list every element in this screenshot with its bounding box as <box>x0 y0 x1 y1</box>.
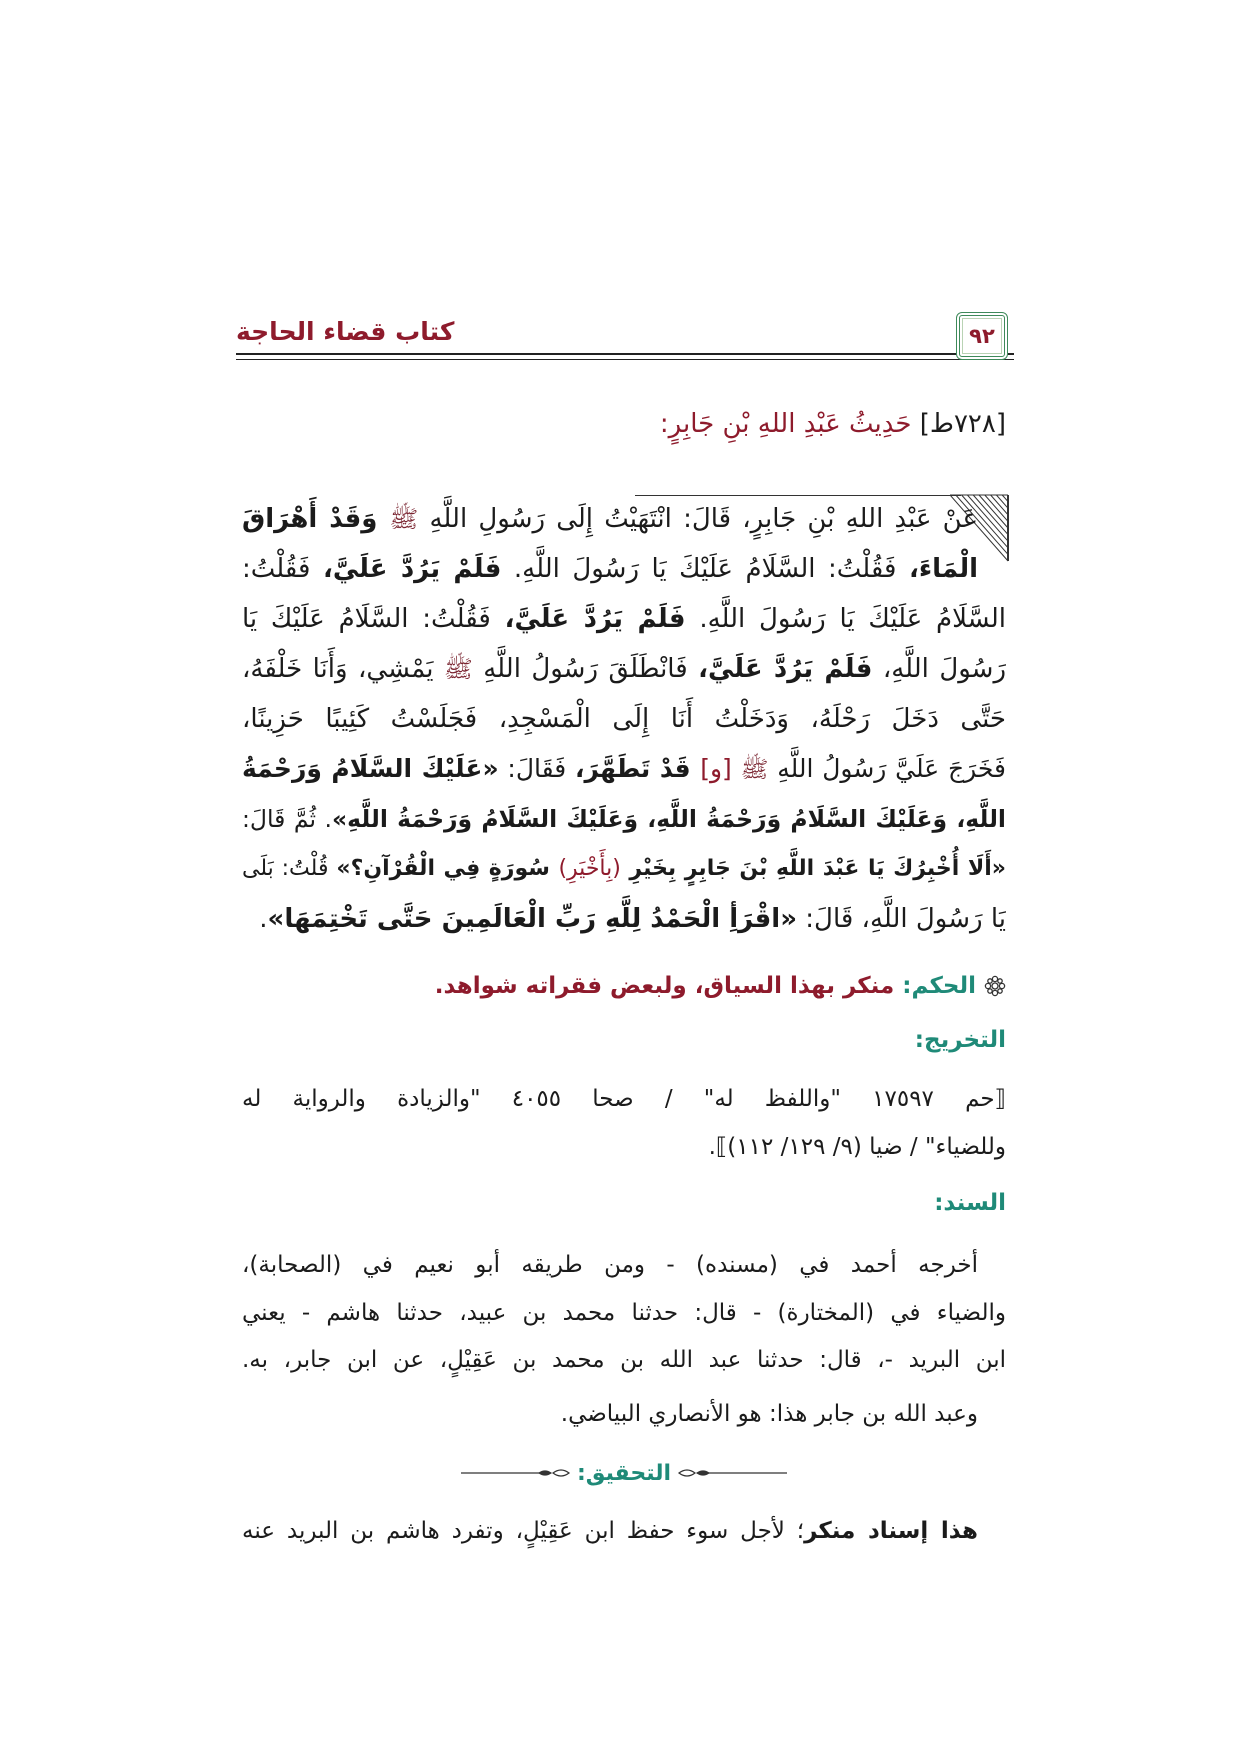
hadith-line <box>242 644 1006 694</box>
tahqiq-heading: التحقيق: <box>576 1460 672 1486</box>
hadith-line <box>242 494 1006 544</box>
salawat-mark: ﷺ <box>389 505 419 533</box>
hadith-text-bold: «اقْرَأِ الْحَمْدُ لِلَّهِ رَبِّ الْعَالَمِينَ حَتَّى تَخْتِمَهَا» <box>267 904 798 934</box>
hadith-text: فَانْطَلَقَ رَسُولُ اللَّهِ <box>472 654 699 684</box>
hadith-number: [٧٢٨ط] <box>919 409 1006 439</box>
sanad-line: وعبد الله بن جابر هذا: هو الأنصاري البياضي. <box>560 1401 978 1427</box>
verdict-line <box>242 961 1006 1011</box>
hadith-text: رَسُولَ اللَّهِ، <box>872 654 1006 684</box>
hadith-text: . ثُمَّ قَالَ: <box>242 805 332 833</box>
takhrij-line: ⟦حم ١٧٥٩٧ "واللفظ له" / صحا ٤٠٥٥ "والزيادة والرواية له <box>242 1086 1006 1112</box>
hadith-line <box>242 544 1006 594</box>
tahqiq-text: ؛ لأجل سوء حفظ ابن عَقِيْلٍ، وتفرد هاشم بن البريد عنه <box>242 1518 805 1544</box>
takhrij-line: وللضياء" / ضيا (٩/ ١٢٩/ ١١٢)⟧. <box>708 1134 1006 1160</box>
tahqiq-text-bold: هذا إسناد منكر <box>804 1518 978 1544</box>
salawat-mark: ﷺ <box>740 757 769 783</box>
hadith-text: حَتَّى دَخَلَ رَحْلَهُ، وَدَخَلْتُ أَنَا إِلَى الْمَسْجِدِ، فَجَلَسْتُ كَئِيبًا حَزِينًا، <box>242 704 1006 734</box>
hadith-text-bold: وَقَدْ أَهْرَاقَ <box>242 504 390 534</box>
hadith-line <box>242 894 1006 944</box>
hadith-text: فَقُلْتُ: <box>242 554 323 584</box>
editorial-insertion: [و] <box>700 754 741 783</box>
sanad-heading-row <box>242 1178 1006 1228</box>
hadith-text: عَنْ عَبْدِ اللهِ بْنِ جَابِرٍ، قَالَ: انْتَهَيْتُ إِلَى رَسُولِ اللَّهِ <box>418 504 978 534</box>
hadith-text-bold: اللَّهِ، وَعَلَيْكَ السَّلَامُ وَرَحْمَةُ اللَّهِ، وَعَلَيْكَ السَّلَامُ وَرَحْمَةُ اللَّهِ» <box>331 805 1006 833</box>
hadith-text: قُلْتُ: بَلَى <box>242 856 337 881</box>
hadith-line <box>242 744 1006 795</box>
hadith-text: فَقُلْتُ: السَّلَامُ عَلَيْكَ يَا <box>242 604 505 634</box>
takhrij-heading-row <box>242 1015 1006 1065</box>
hadith-title-line <box>242 399 1006 449</box>
hadith-line <box>242 844 1006 894</box>
hadith-text: فَقَالَ: <box>498 754 576 783</box>
divider-ornament-right <box>677 1465 787 1481</box>
hadith-text-bold: «أَلَا أُخْبِرُكَ يَا عَبْدَ اللَّهِ بْنَ جَابِرٍ بِخَيْرِ <box>620 856 1006 881</box>
hadith-text-bold: «عَلَيْكَ السَّلَامُ وَرَحْمَةُ <box>242 754 499 783</box>
hadith-line <box>242 794 1006 844</box>
verdict-label: الحكم: <box>902 973 976 999</box>
hadith-text-bold: فَلَمْ يَرُدَّ عَلَيَّ، <box>504 604 686 634</box>
salawat-mark: ﷺ <box>443 655 473 683</box>
hadith-line <box>242 594 1006 644</box>
hadith-text-bold: فَلَمْ يَرُدَّ عَلَيَّ، <box>698 654 873 684</box>
hadith-text-bold: قَدْ تَطَهَّرَ، <box>575 754 701 783</box>
hadith-title: حَدِيثُ عَبْدِ اللهِ بْنِ جَابِرٍ: <box>659 409 912 439</box>
takhrij-heading: التخريج: <box>914 1027 1006 1053</box>
sanad-line: ابن البريد -، قال: حدثنا عبد الله بن محمد بن عَقِيْلٍ، عن ابن جابر، به. <box>242 1347 1006 1373</box>
sanad-line: والضياء في (المختارة) - قال: حدثنا محمد بن عبيد، حدثنا هاشم - يعني <box>242 1300 1006 1326</box>
hadith-text-bold: فَلَمْ يَرُدَّ عَلَيَّ، <box>322 554 502 584</box>
sanad-line: أخرجه أحمد في (مسنده) - ومن طريقه أبو نعيم في (الصحابة)، <box>242 1252 978 1278</box>
header-rule <box>236 353 1014 360</box>
divider-ornament-left <box>461 1465 571 1481</box>
hadith-text-bold: الْمَاءَ، <box>908 554 978 584</box>
page-number: ٩٢ <box>969 324 995 348</box>
tahqiq-divider <box>472 1456 776 1490</box>
hadith-text: السَّلَامُ عَلَيْكَ يَا رَسُولَ اللَّهِ. <box>685 604 1006 634</box>
hadith-line <box>242 694 1006 744</box>
hadith-text-bold: سُورَةٍ فِي الْقُرْآنِ؟» <box>336 856 559 881</box>
tahqiq-line <box>242 1507 1006 1555</box>
page-number-frame <box>956 312 1008 360</box>
hadith-text: . <box>259 904 268 934</box>
hadith-text: يَمْشِي، وَأَنَا خَلْفَهُ، <box>242 654 444 684</box>
running-head: كتاب قضاء الحاجة <box>236 317 455 346</box>
verdict-text: منكر بهذا السياق، ولبعض فقراته شواهد. <box>434 973 895 999</box>
hadith-text: فَقُلْتُ: السَّلَامُ عَلَيْكَ يَا رَسُولَ اللَّهِ. <box>501 554 909 584</box>
hadith-text: فَخَرَجَ عَلَيَّ رَسُولُ اللَّهِ <box>768 754 1006 783</box>
hadith-text: يَا رَسُولَ اللَّهِ، قَالَ: <box>797 904 1006 934</box>
variant-reading: (بِأَخْيَرِ) <box>558 856 621 881</box>
sanad-heading: السند: <box>934 1190 1006 1216</box>
flower-ornament-icon <box>984 975 1006 997</box>
